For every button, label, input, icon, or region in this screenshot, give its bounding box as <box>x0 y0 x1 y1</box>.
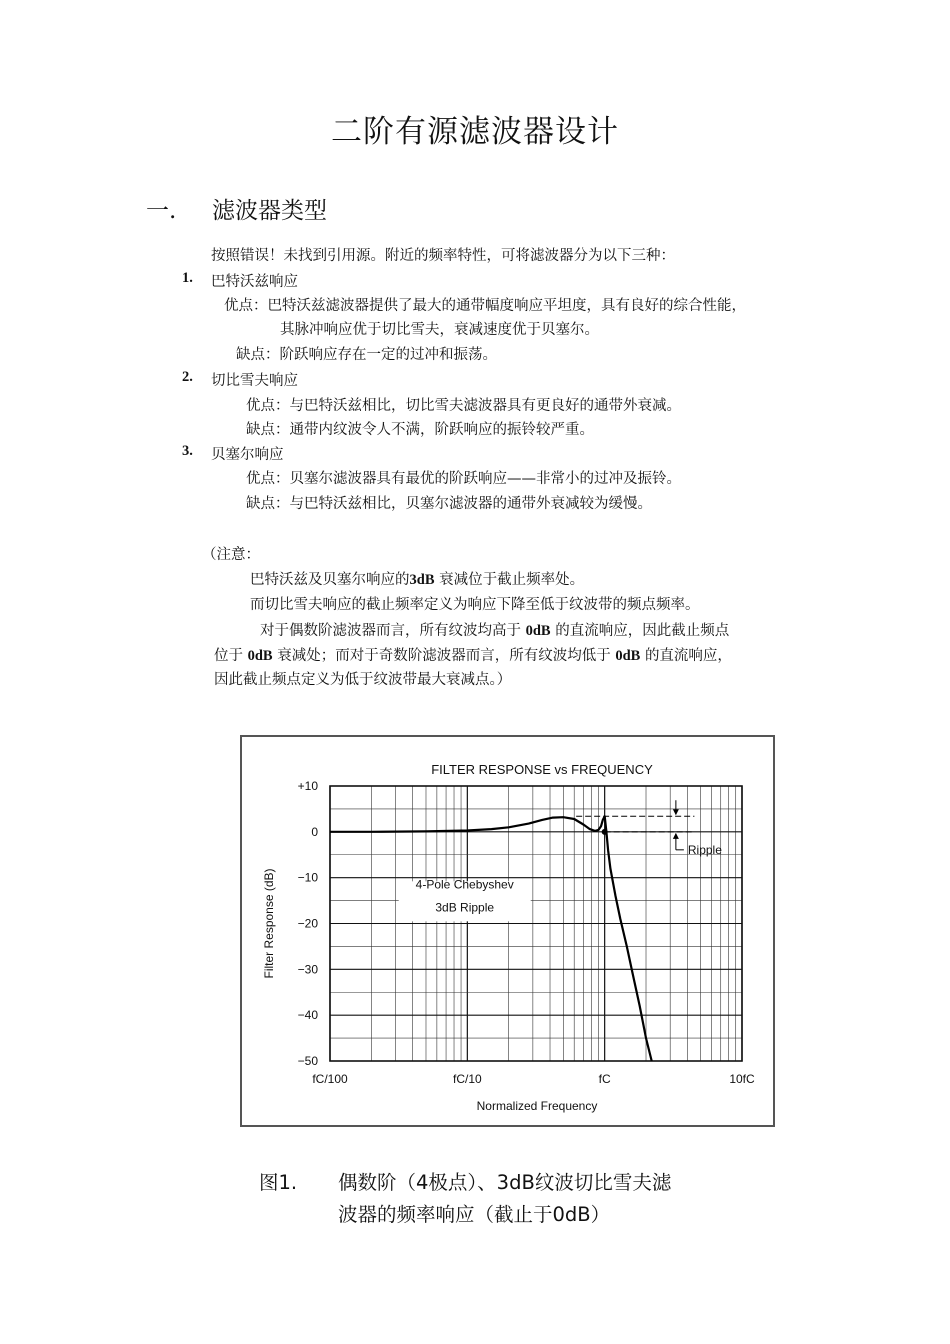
note-text: 衰减处；而对于奇数阶滤波器而言，所有纹波均低于 <box>277 648 611 664</box>
section-title: 滤波器类型 <box>212 198 327 224</box>
x-tick-label: fC/100 <box>312 1072 348 1086</box>
page-title: 二阶有源滤波器设计 <box>331 114 619 150</box>
note-text: 的直流响应， <box>644 648 732 664</box>
x-axis-label: Normalized Frequency <box>476 1099 598 1113</box>
item-con: 缺点：阶跃响应存在一定的过冲和振荡。 <box>236 347 497 363</box>
note-text: 巴特沃兹及贝塞尔响应的 <box>250 572 410 588</box>
note-line <box>260 619 729 640</box>
x-tick-label: 10fC <box>729 1072 755 1086</box>
note-emphasis: 0dB <box>247 648 273 664</box>
x-tick-label: fC/10 <box>452 1072 482 1086</box>
intro-paragraph: 按照错误！未找到引用源。附近的频率特性，可将滤波器分为以下三种： <box>211 248 675 264</box>
item-pro: 优点：巴特沃兹滤波器提供了最大的通带幅度响应平坦度，具有良好的综合性能， <box>224 298 746 314</box>
filter-response-chart <box>240 735 775 1127</box>
figure-label: 图1. <box>259 1171 298 1194</box>
note-emphasis: 0dB <box>525 623 551 639</box>
figure-caption-line: 偶数阶（4极点）、3dB纹波切比雪夫滤 <box>338 1171 672 1194</box>
item-heading: 巴特沃兹响应 <box>211 274 298 290</box>
annotation-label: 4-Pole Chebyshev <box>415 877 514 892</box>
y-tick-label: −30 <box>297 962 318 977</box>
note-text: 位于 <box>214 648 243 664</box>
item-pro-continued: 其脉冲响应优于切比雪夫，衰减速度优于贝塞尔。 <box>280 322 599 338</box>
item-pro: 优点：贝塞尔滤波器具有最优的阶跃响应——非常小的过冲及振铃。 <box>246 471 681 487</box>
note-text: 衰减位于截止频率处。 <box>439 572 585 588</box>
note-line <box>250 568 584 589</box>
item-pro: 优点：与巴特沃兹相比，切比雪夫滤波器具有更良好的通带外衰减。 <box>246 398 681 414</box>
annotation-label: 3dB Ripple <box>435 900 495 915</box>
y-tick-label: −50 <box>297 1054 318 1068</box>
y-tick-label: −40 <box>297 1008 318 1023</box>
figure-caption-line: 波器的频率响应（截止于0dB） <box>338 1203 611 1226</box>
chart-canvas <box>242 737 773 1125</box>
series-line <box>330 816 652 1061</box>
note-text: 的直流响应，因此截止频点 <box>555 623 730 639</box>
note-text: 对于偶数阶滤波器而言，所有纹波均高于 <box>260 623 521 639</box>
note-emphasis: 3dB <box>409 572 435 588</box>
note-line: 而切比雪夫响应的截止频率定义为响应下降至低于纹波带的频点频率。 <box>250 597 700 613</box>
ripple-arrowhead <box>673 833 679 839</box>
item-con: 缺点：通带内纹波令人不满，阶跃响应的振铃较严重。 <box>246 422 594 438</box>
note-heading: （注意： <box>202 547 260 563</box>
y-axis-label: Filter Response (dB) <box>262 868 276 979</box>
note-emphasis: 0dB <box>615 648 641 664</box>
chart-title: FILTER RESPONSE vs FREQUENCY <box>431 762 653 777</box>
y-tick-label: −10 <box>297 870 318 885</box>
ripple-arrowhead <box>673 809 679 815</box>
item-number: 1. <box>182 270 193 286</box>
x-tick-label: fC <box>598 1072 611 1086</box>
item-heading: 贝塞尔响应 <box>211 447 284 463</box>
y-tick-label: −20 <box>297 916 318 931</box>
note-line <box>214 644 732 665</box>
note-line: 因此截止频点定义为低于纹波带最大衰减点。） <box>214 672 512 688</box>
section-number: 一. <box>146 198 177 224</box>
item-heading: 切比雪夫响应 <box>211 373 298 389</box>
y-tick-label: +10 <box>297 779 318 793</box>
item-number: 3. <box>182 443 193 459</box>
item-con: 缺点：与巴特沃兹相比，贝塞尔滤波器的通带外衰减较为缓慢。 <box>246 496 652 512</box>
ripple-label: Ripple <box>687 842 722 857</box>
item-number: 2. <box>182 369 193 385</box>
y-tick-label: 0 <box>311 824 318 839</box>
